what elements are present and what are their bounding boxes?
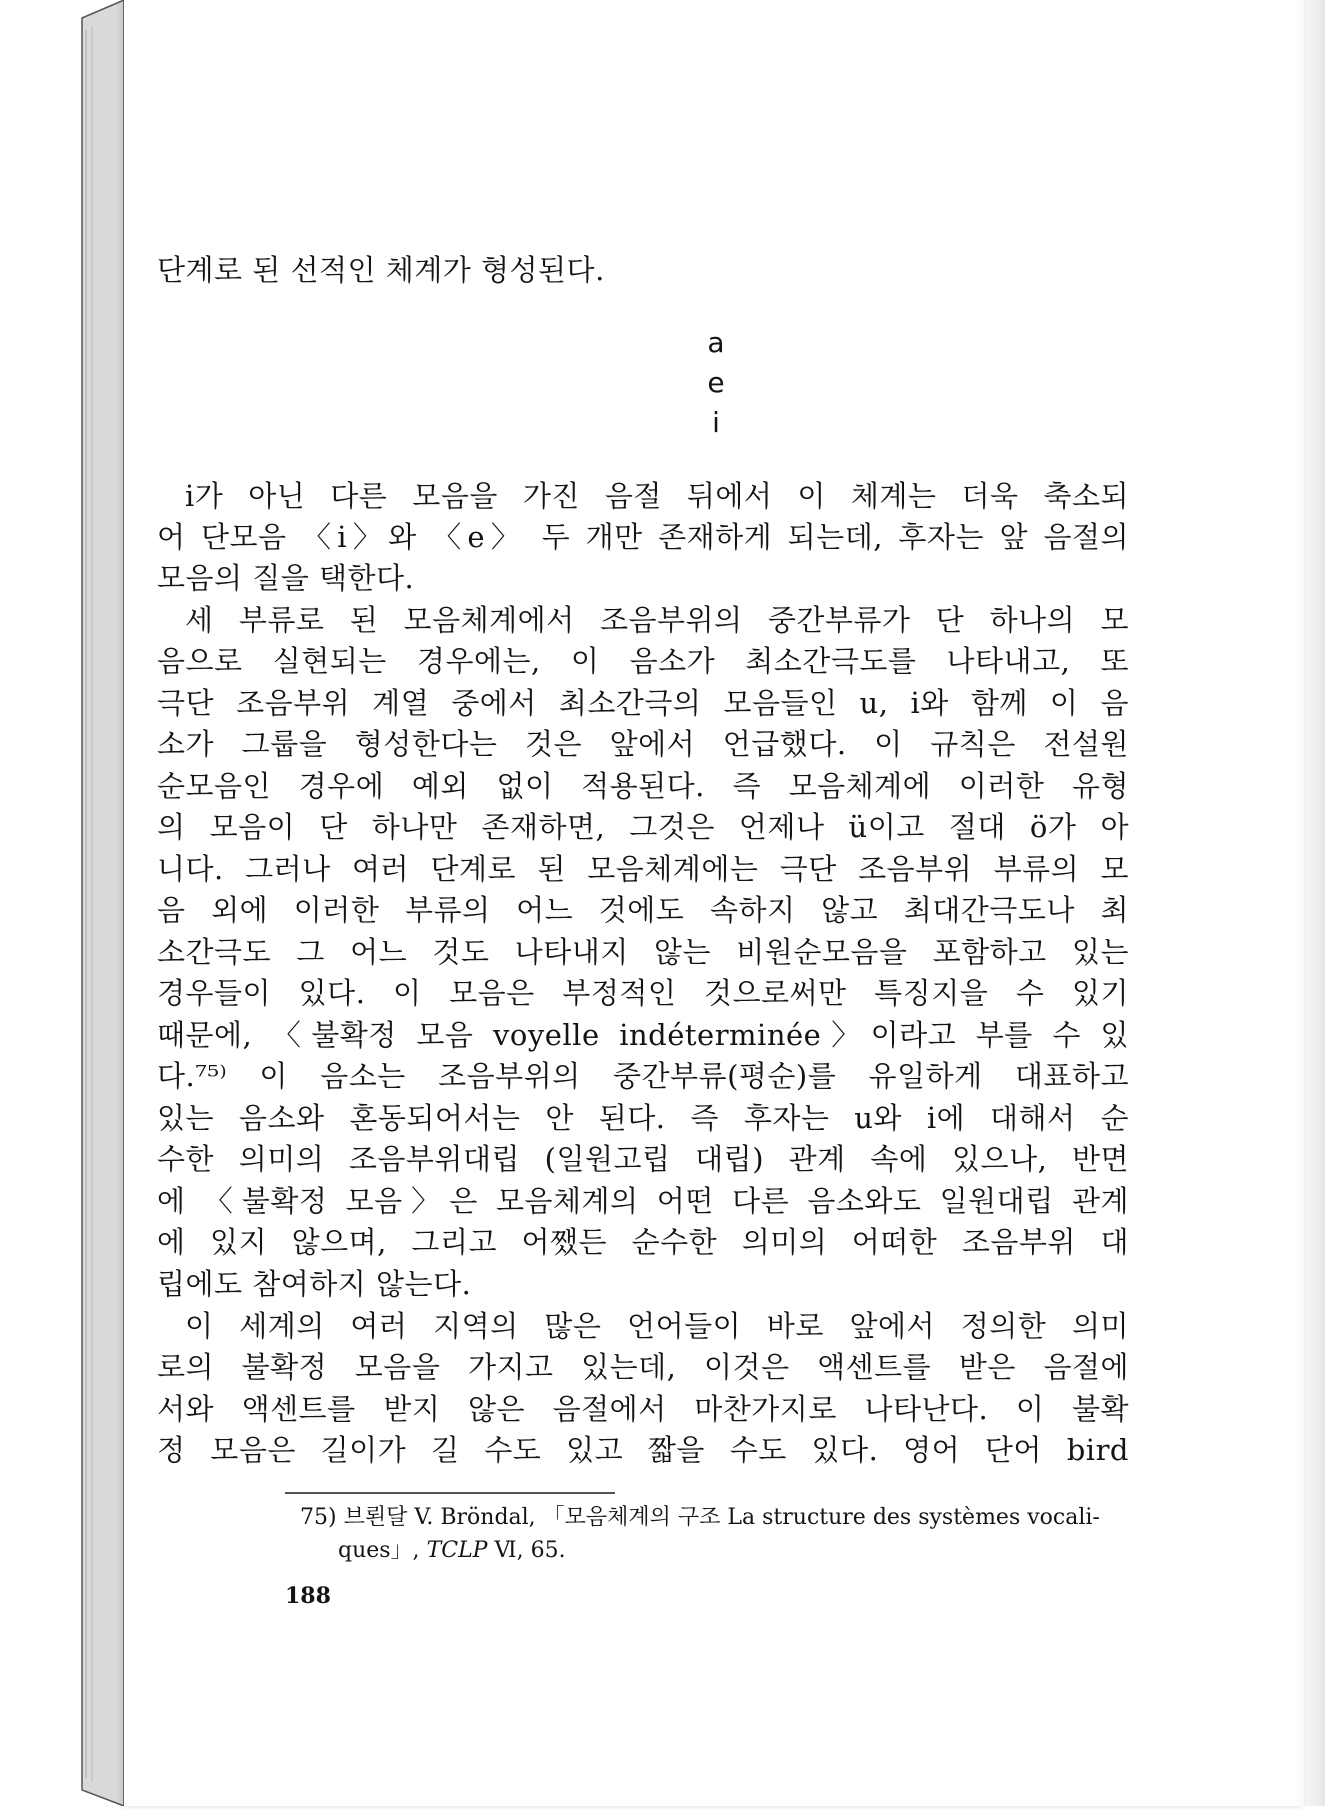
text-line: 음으로 실현되는 경우에는, 이 음소가 최소간극도를 나타내고, 또 — [157, 644, 1129, 678]
text-line: 립에도 참여하지 않는다. — [157, 1267, 472, 1301]
text-line: 로의 불확정 모음을 가지고 있는데, 이것은 액센트를 받은 음절에 — [157, 1350, 1129, 1384]
text-line: 때문에, 〈불확정 모음 voyelle indéterminée〉이라고 부를 수 있 — [157, 1018, 1129, 1052]
text-line: 극단 조음부위 계열 중에서 최소간극의 모음들인 u, i와 함께 이 음 — [157, 686, 1129, 720]
text-line: 이 세계의 여러 지역의 많은 언어들이 바로 앞에서 정의한 의미 — [185, 1309, 1129, 1343]
text-line: 어 단모음 〈i〉와 〈e〉 두 개만 존재하게 되는데, 후자는 앞 음절의 — [157, 520, 1129, 554]
footnote-rule — [285, 1492, 615, 1494]
text-line: 수한 의미의 조음부위대립 (일원고립 대립) 관계 속에 있으나, 반면 — [157, 1142, 1129, 1176]
footnote-journal: TCLP — [426, 1538, 488, 1563]
intro-line: 단계로 된 선적인 체계가 형성된다. — [157, 253, 605, 287]
text-line: 소가 그룹을 형성한다는 것은 앞에서 언급했다. 이 규칙은 전설원 — [157, 727, 1129, 761]
text-line: 서와 액센트를 받지 않은 음절에서 마찬가지로 나타난다. 이 불확 — [157, 1392, 1129, 1426]
text-line: 경우들이 있다. 이 모음은 부정적인 것으로써만 특징지을 수 있기 — [157, 976, 1129, 1010]
text-line: 에 있지 않으며, 그리고 어쨌든 순수한 의미의 어떠한 조음부위 대 — [157, 1225, 1129, 1259]
footnote-line-2-pre: ques」, — [338, 1538, 427, 1563]
footnote-line-2-post: Ⅵ, 65. — [487, 1538, 566, 1563]
page-number: 188 — [285, 1583, 331, 1609]
text-line: 정 모음은 길이가 길 수도 있고 짧을 수도 있다. 영어 단어 bird — [157, 1433, 1129, 1467]
text-line: 의 모음이 단 하나만 존재하면, 그것은 언제나 ü이고 절대 ö가 아 — [157, 810, 1129, 844]
text-line: 소간극도 그 어느 것도 나타내지 않는 비원순모음을 포함하고 있는 — [157, 935, 1129, 969]
text-line: 니다. 그러나 여러 단계로 된 모음체계에는 극단 조음부위 부류의 모 — [157, 852, 1129, 886]
vowel-a: a — [707, 326, 725, 359]
footnote-line-2 — [338, 1535, 566, 1567]
text-line: 순모음인 경우에 예외 없이 적용된다. 즉 모음체계에 이러한 유형 — [157, 769, 1129, 803]
text-line: 모음의 질을 택한다. — [157, 561, 415, 595]
text-line: 에 〈불확정 모음〉은 모음체계의 어떤 다른 음소와도 일원대립 관계 — [157, 1184, 1129, 1218]
text-line: 음 외에 이러한 부류의 어느 것에도 속하지 않고 최대간극도나 최 — [157, 893, 1129, 927]
vowel-i: i — [712, 406, 720, 439]
vowel-e: e — [707, 366, 725, 399]
footnote-line-1: 75) 브뢴달 V. Bröndal, 「모음체계의 구조 La structure des systèmes vocali- — [300, 1505, 1100, 1530]
text-line: i가 아닌 다른 모음을 가진 음절 뒤에서 이 체계는 더욱 축소되 — [185, 479, 1129, 513]
text-line: 다.⁷⁵⁾ 이 음소는 조음부위의 중간부류(평순)를 유일하게 대표하고 — [157, 1059, 1129, 1093]
text-line: 있는 음소와 혼동되어서는 안 된다. 즉 후자는 u와 i에 대해서 순 — [157, 1101, 1129, 1135]
text-line: 세 부류로 된 모음체계에서 조음부위의 중간부류가 단 하나의 모 — [185, 603, 1129, 637]
page-right-shadow — [1295, 0, 1325, 1806]
